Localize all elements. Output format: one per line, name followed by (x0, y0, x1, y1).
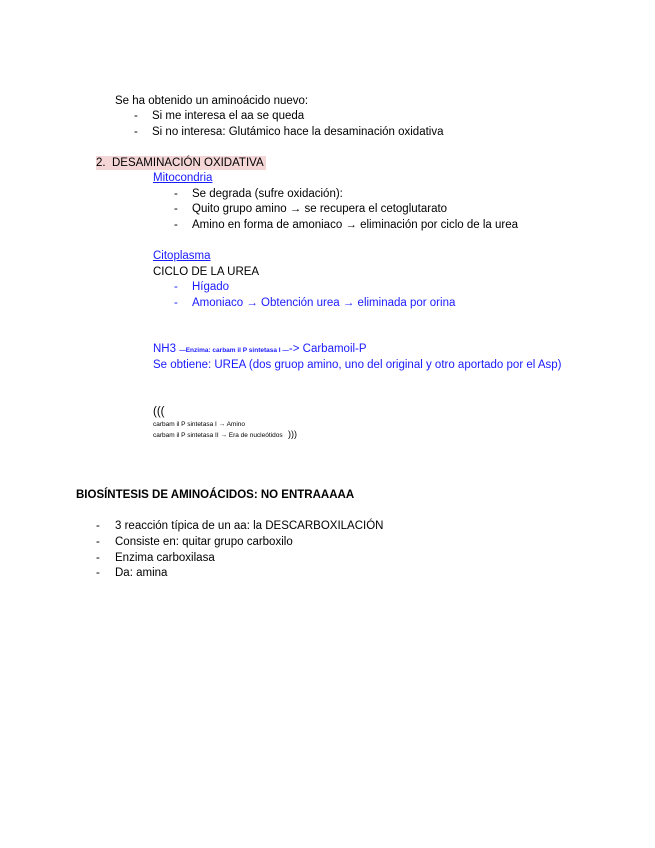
section-title: DESAMINACIÓN OXIDATIVA (111, 157, 264, 169)
bullet-dash: - (174, 219, 178, 231)
bullet-dash: - (174, 297, 178, 309)
bullet-dash: - (174, 281, 178, 293)
bullet-dash: - (174, 188, 178, 200)
nh3-reaction-line (153, 342, 367, 356)
cito-item: Hígado (192, 281, 230, 293)
bio-item: Da: amina (115, 567, 168, 579)
note-line: carbam il P sintetasa I → Amino (153, 421, 246, 428)
ciclo-urea-label: CICLO DE LA UREA (153, 266, 260, 278)
nh3-enzyme: —Enzima: carbam il P sintetasa I — (179, 347, 289, 354)
biosintesis-heading: BIOSÍNTESIS DE AMINOÁCIDOS: NO ENTRAAAAA (76, 489, 355, 501)
bullet-dash: - (134, 110, 138, 122)
mito-item: Se degrada (sufre oxidación): (192, 188, 343, 200)
intro-text: Se ha obtenido un aminoácido nuevo: (115, 95, 309, 107)
nh3-end: -> Carbamoil-P (288, 343, 367, 355)
intro-item: Si me interesa el aa se queda (152, 110, 305, 122)
bio-item: Consiste en: quitar grupo carboxilo (115, 536, 293, 548)
mitocondria-link[interactable]: Mitocondria (153, 172, 213, 184)
note-line (153, 430, 297, 440)
bullet-dash: - (96, 552, 100, 564)
section-heading (96, 156, 266, 170)
bullet-dash: - (134, 126, 138, 138)
note-text: carbam il P sintetasa II → Era de nucleótidos (153, 432, 283, 439)
urea-line: Se obtiene: UREA (dos gruop amino, uno del original y otro aportado por el Asp) (153, 359, 562, 371)
cito-item: Amoniaco → Obtención urea → eliminada por orina (192, 297, 456, 309)
paren-open: ((( (153, 406, 165, 418)
intro-item: Si no interesa: Glutámico hace la desaminación oxidativa (152, 126, 444, 138)
bullet-dash: - (96, 536, 100, 548)
bullet-dash: - (96, 567, 100, 579)
paren-close: ))) (288, 429, 298, 439)
section-number: 2. (96, 157, 106, 169)
mito-item: Quito grupo amino → se recupera el cetoglutarato (192, 203, 448, 215)
bio-item: 3 reacción típica de un aa: la DESCARBOXILACIÓN (115, 520, 384, 532)
bio-item: Enzima carboxilasa (115, 552, 215, 564)
mito-item: Amino en forma de amoniaco → eliminación por ciclo de la urea (192, 219, 518, 231)
nh3-start: NH3 (153, 343, 180, 355)
bullet-dash: - (174, 203, 178, 215)
citoplasma-link[interactable]: Citoplasma (153, 250, 211, 262)
bullet-dash: - (96, 520, 100, 532)
